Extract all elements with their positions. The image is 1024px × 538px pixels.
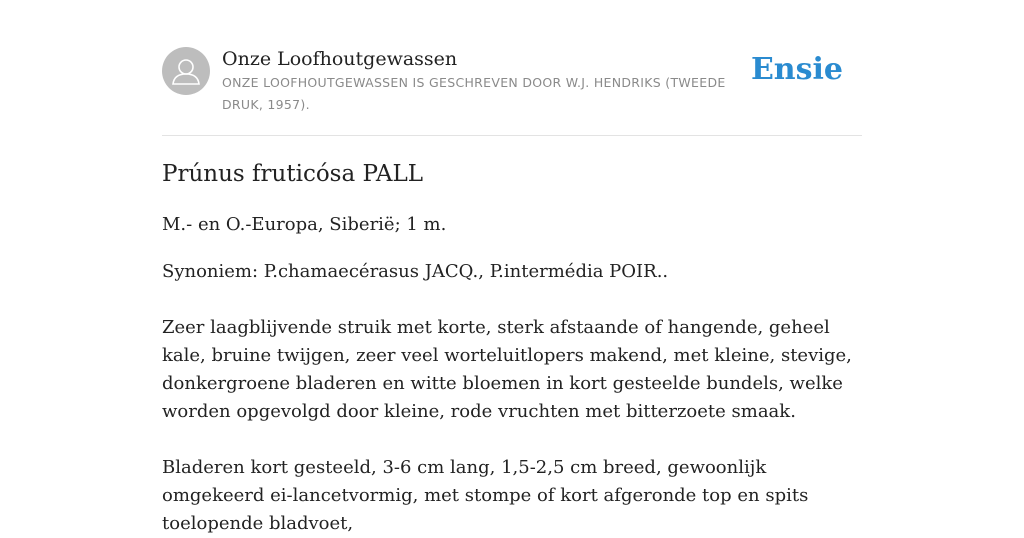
entry-content: [162, 158, 862, 538]
ensie-logo[interactable]: Ensie: [750, 52, 843, 87]
source-header: [162, 46, 862, 136]
user-icon: [162, 47, 210, 95]
source-title-link[interactable]: Onze Loofhoutgewassen: [222, 48, 458, 70]
entry-distribution: M.- en O.-Europa, Siberië; 1 m.: [162, 214, 447, 235]
entry-synonyms: Synoniem: P.chamaecérasus JACQ., P.intermédia POIR..: [162, 261, 669, 282]
entry-paragraph-2: Bladeren kort gesteeld, 3-6 cm lang, 1,5-2,5 cm breed, gewoonlijk omgekeerd ei-lancetvormig, met stompe of kort afgeronde top en spits toelopende bladvoet,: [162, 457, 809, 534]
source-description: ONZE LOOFHOUTGEWASSEN IS GESCHREVEN DOOR W.J. HENDRIKS (TWEEDE DRUK, 1957).: [222, 75, 726, 112]
entry-paragraph-1: Zeer laagblijvende struik met korte, sterk afstaande of hangende, geheel kale, bruine twijgen, zeer veel worteluitlopers makend, met kleine, stevige, donkergroene bladeren en witte bloemen in kort gesteelde bundels, welke worden opgevolgd door kleine, rode vruchten met bitterzoete smaak.: [162, 317, 852, 422]
entry-title: Prúnus fruticósa PALL: [162, 161, 424, 187]
source-avatar[interactable]: [162, 47, 210, 95]
